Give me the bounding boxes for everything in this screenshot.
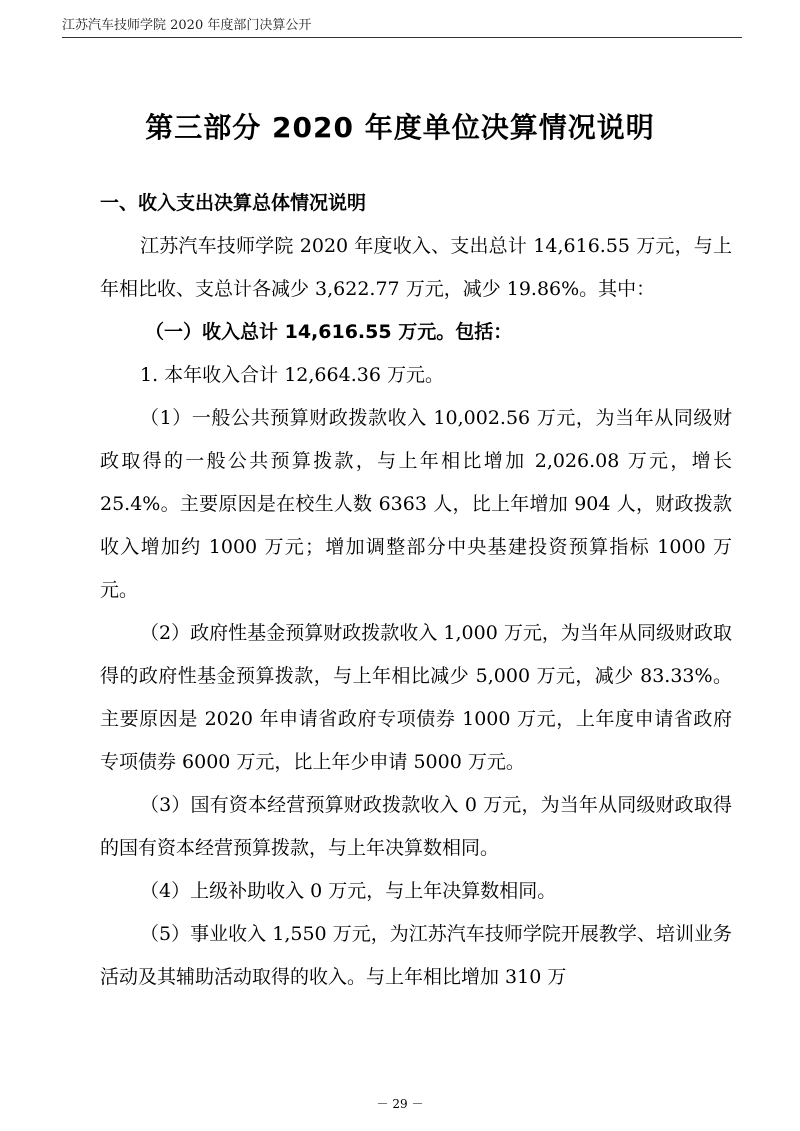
subsection-heading: （一）收入总计 14,616.55 万元。包括： xyxy=(145,321,513,343)
body-paragraph: （3）国有资本经营预算财政拨款收入 0 万元，为当年从同级财政取得的国有资本经营预算拨款，与上年决算数相同。 xyxy=(100,794,732,859)
body-paragraph: 江苏汽车技师学院 2020 年度收入、支出总计 14,616.55 万元，与上年相比收、支总计各减少 3,622.77 万元，减少 19.86%。其中： xyxy=(100,235,732,300)
document-body xyxy=(100,182,732,999)
body-paragraph: （4）上级补助收入 0 万元，与上年决算数相同。 xyxy=(140,880,557,902)
running-header: 江苏汽车技师学院 2020 年度部门决算公开 xyxy=(62,18,312,33)
page-number: － 29 － xyxy=(376,1097,424,1111)
section-heading: 一、收入支出决算总体情况说明 xyxy=(100,192,367,214)
header-rule xyxy=(62,37,742,38)
body-paragraph: （1）一般公共预算财政拨款收入 10,002.56 万元，为当年从同级财政取得的一般公共预算拨款，与上年相比增加 2,026.08 万元，增长 25.4%。主要原因是在校生人数 6363 人，比上年增加 904 人，财政拨款收入增加约 1000 万元；增加调整部分中央基建投资预算指标 1000 万元。 xyxy=(100,407,732,601)
body-paragraph: （2）政府性基金预算财政拨款收入 1,000 万元，为当年从同级财政取得的政府性基金预算拨款，与上年相比减少 5,000 万元，减少 83.33%。主要原因是 2020 年申请省政府专项债券 1000 万元，上年度申请省政府专项债券 6000 万元，比上年少申请 5000 万元。 xyxy=(100,622,732,773)
body-paragraph: （5）事业收入 1,550 万元，为江苏汽车技师学院开展教学、培训业务活动及其辅助活动取得的收入。与上年相比增加 310 万 xyxy=(100,923,732,988)
body-paragraph: 1. 本年收入合计 12,664.36 万元。 xyxy=(140,364,444,386)
page-title: 第三部分 2020 年度单位决算情况说明 xyxy=(145,111,655,144)
